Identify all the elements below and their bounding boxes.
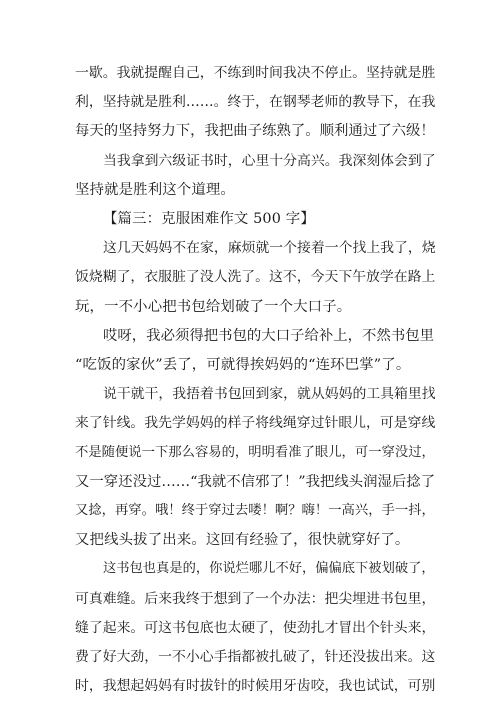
text-line: 又一穿还没过……“我就不信邪了！”我把线头润湿后捻了 xyxy=(75,474,436,490)
text-line: 每天的坚持努力下，我把曲子练熟了。顺利通过了六级！ xyxy=(75,123,435,139)
text-line: 费了好大劲，一不小心手指都被扎破了，针还没拔出来。这 xyxy=(75,649,436,665)
text-line: 又捻，再穿。哦！终于穿过去喽！啊？嗨！一高兴，手一抖， xyxy=(75,503,435,518)
text-line: 玩，一不小心把书包给划破了一个大口子。 xyxy=(75,299,352,315)
text-line: 来了针线。我先学妈妈的样子将线绳穿过针眼儿，可是穿线 xyxy=(75,415,436,431)
text-line: 可真难缝。后来我终于想到了一个办法：把尖埋进书包里， xyxy=(75,591,436,607)
text-line: 时，我想起妈妈有时拔针的时候用牙齿咬，我也试试，可别 xyxy=(75,678,436,694)
text-line: 利，坚持就是胜利……。终于，在钢琴老师的教导下，在我 xyxy=(75,94,436,110)
text-line: 不是随便说一下那么容易的，明明看准了眼儿，可一穿没过， xyxy=(75,445,435,460)
paragraph-first-line: 哎呀，我必须得把书包的大口子给补上，不然书包里 xyxy=(103,328,434,344)
text-line: “吃饭的家伙”丢了，可就得挨妈妈的“连环巴掌”了。 xyxy=(75,357,411,373)
paragraph-first-line: 这几天妈妈不在家，麻烦就一个接着一个找上我了，烧 xyxy=(103,240,436,256)
paragraph-first-line: 说干就干，我捂着书包回到家，就从妈妈的工具箱里找 xyxy=(103,386,436,402)
section-heading: 【篇三：克服困难作文 500 字】 xyxy=(103,211,315,227)
text-line: 饭烧糊了，衣服脏了没人洗了。这不，今天下午放学在路上 xyxy=(75,269,436,285)
text-line: 缝了起来。可这书包底也太硬了，使劲扎才冒出个针头来， xyxy=(75,620,436,636)
text-line: 坚持就是胜利这个道理。 xyxy=(75,182,235,198)
text-line: 一歇。我就提醒自己，不练到时间我决不停止。坚持就是胜 xyxy=(75,65,436,81)
text-line: 又把线头拔了出来。这回有经验了，很快就穿好了。 xyxy=(75,532,410,548)
paragraph-first-line: 当我拿到六级证书时，心里十分高兴。我深刻体会到了 xyxy=(103,153,436,169)
paragraph-first-line: 这书包也真是的，你说烂哪儿不好，偏偏底下被划破了， xyxy=(103,561,435,576)
